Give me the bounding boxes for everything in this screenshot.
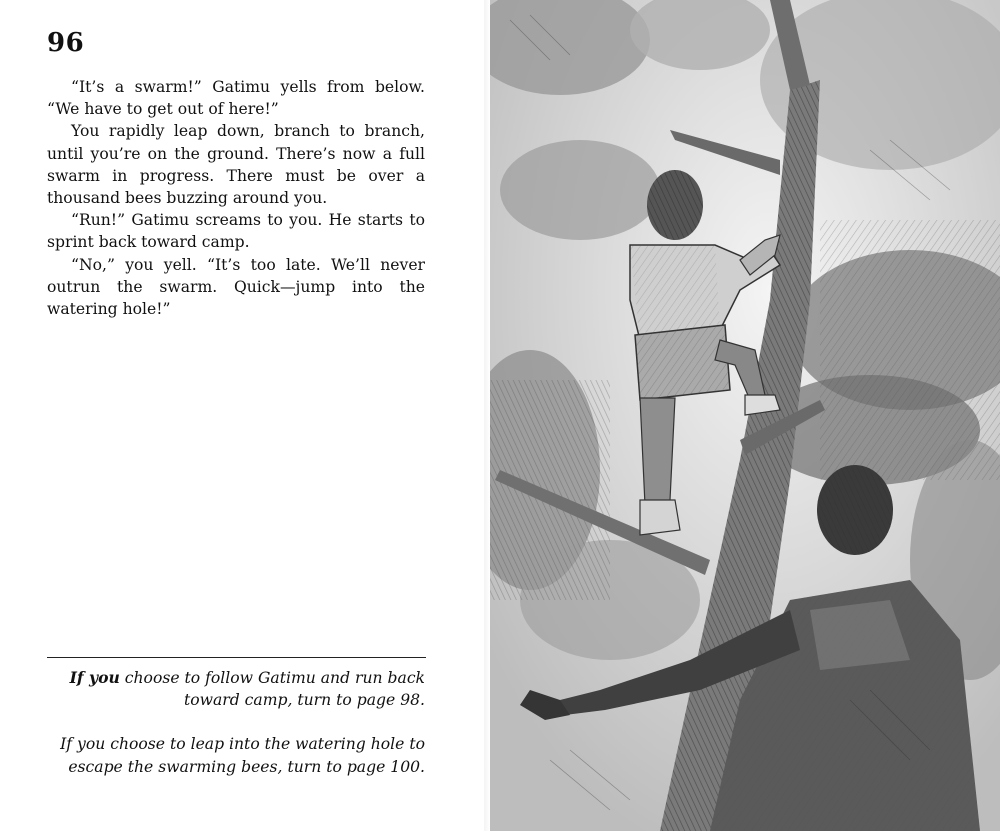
text-page	[0, 0, 480, 831]
story-paragraph: You rapidly leap down, branch to branch, until you’re on the ground. There’s now a full swarm in progress. There must be over a thousand bees buzzing around you.	[47, 122, 425, 208]
page-number: 96	[47, 28, 85, 58]
story-paragraph: “Run!” Gatimu screams to you. He starts to sprint back toward camp.	[47, 211, 425, 252]
choice-lead: If you	[69, 668, 120, 687]
tree-climbing-sketch	[490, 0, 1000, 831]
choice-divider	[47, 657, 426, 658]
choices-section	[47, 667, 425, 800]
choice-text: choose to follow Gatimu and run back toward camp, turn to page 98.	[119, 669, 425, 710]
story-paragraph: “It’s a swarm!” Gatimu yells from below. “We have to get out of here!”	[47, 78, 425, 119]
illustration	[490, 0, 1000, 831]
choice-text: If you choose to leap into the watering hole to escape the swarming bees, turn to page 100.	[60, 735, 425, 776]
story-text	[47, 76, 425, 320]
story-paragraph: “No,” you yell. “It’s too late. We’ll never outrun the swarm. Quick—jump into the watering hole!”	[47, 255, 425, 319]
choice-run-to-camp[interactable]	[47, 667, 425, 711]
choice-watering-hole[interactable]	[47, 733, 425, 777]
